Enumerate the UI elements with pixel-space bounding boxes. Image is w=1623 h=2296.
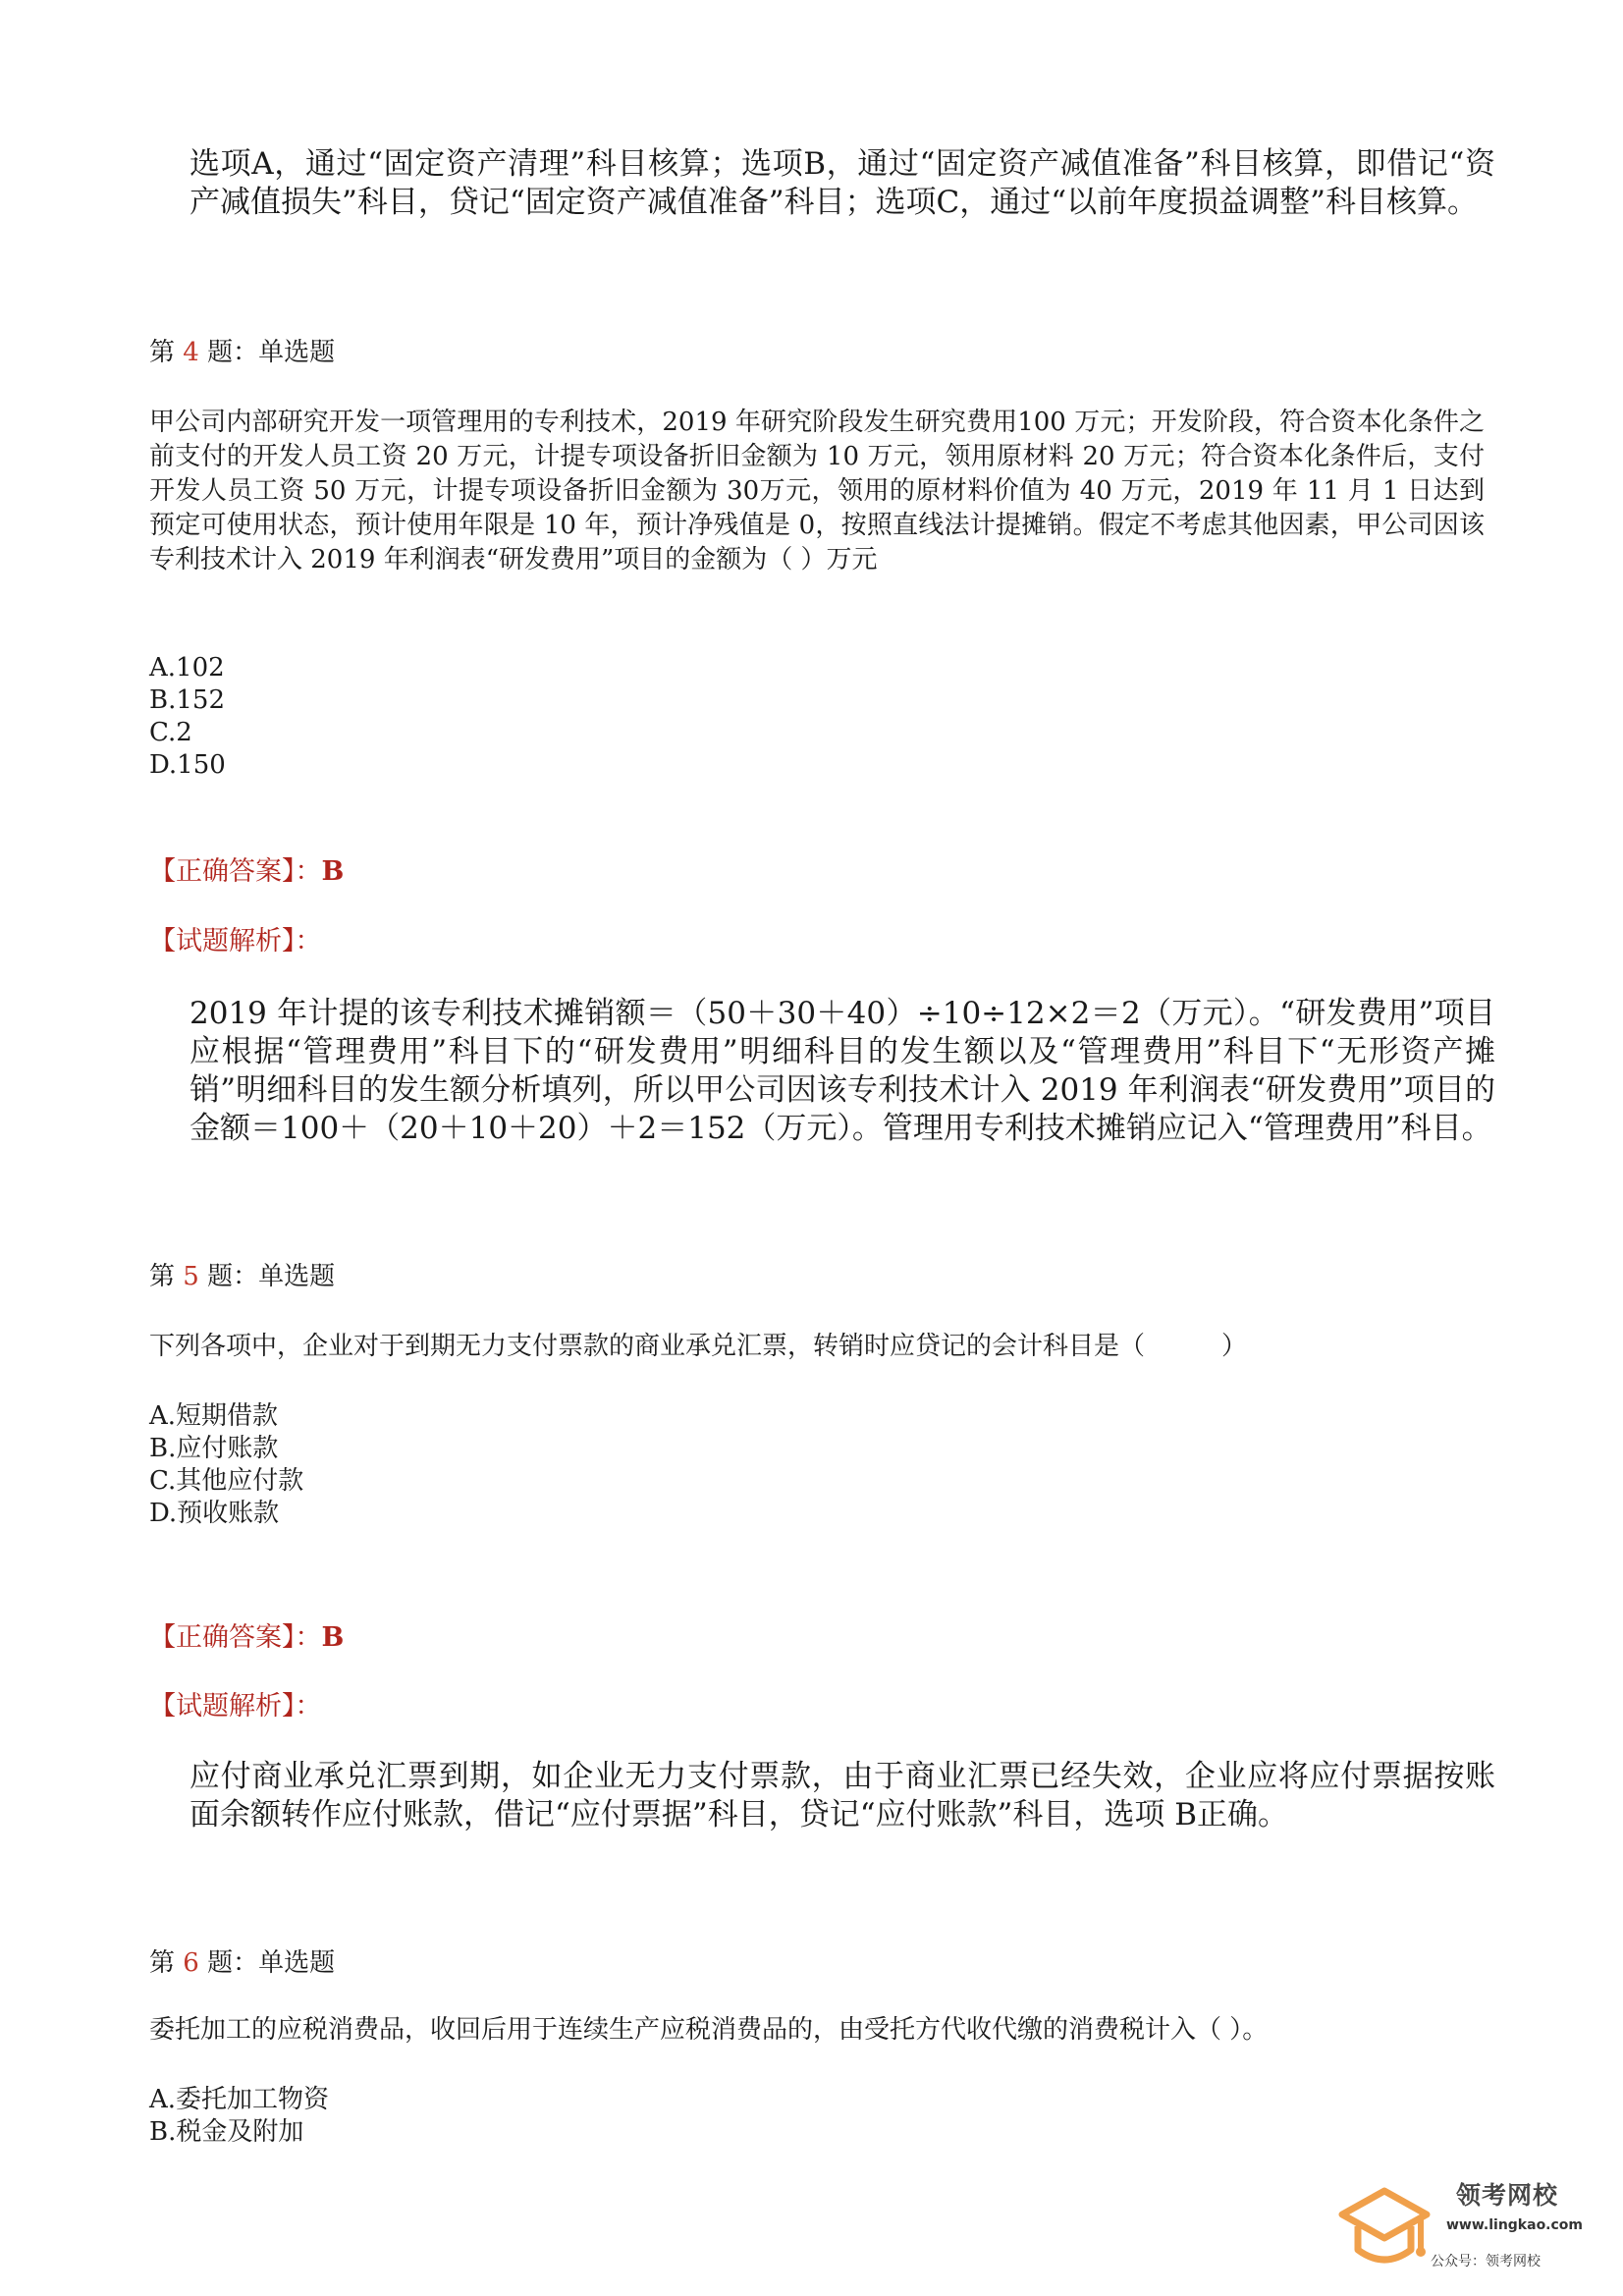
option-c: C.其他应付款 xyxy=(149,1466,304,1496)
option-a: A.102 xyxy=(149,653,225,683)
question-5-analysis: 应付商业承兑汇票到期，如企业无力支付票款，由于商业汇票已经失效，企业应将应付票据按账面余额转作应付账款，借记“应付票据”科目，贷记“应付账款”科目，选项 B正确。 xyxy=(189,1759,1495,1832)
option-a: A.短期借款 xyxy=(149,1401,279,1431)
option-d: D.150 xyxy=(149,750,226,780)
option-d: D.预收账款 xyxy=(149,1499,280,1528)
question-6-header xyxy=(149,1946,335,1980)
answer-value: B xyxy=(321,856,345,887)
question-4-header xyxy=(149,336,335,369)
question-4-answer xyxy=(149,855,344,889)
question-5-answer xyxy=(149,1621,344,1655)
footer-logo xyxy=(1330,2168,1605,2291)
answer-label: 【正确答案】： xyxy=(149,856,322,887)
question-number: 4 xyxy=(183,338,199,367)
question-number: 6 xyxy=(183,1948,199,1978)
question-type: 题：单选题 xyxy=(198,1262,336,1291)
question-6-text: 委托加工的应税消费品，收回后用于连续生产应税消费品的，由受托方代收代缴的消费税计入（ ）。 xyxy=(149,2015,1269,2045)
question-4-analysis: 2019 年计提的该专利技术摊销额＝（50＋30＋40）÷10÷12×2＝2（万元）。“研发费用”项目应根据“管理费用”科目下的“研发费用”明细科目的发生额以及“管理费用”科目下“无形资产摊销”明细科目的发生额分析填列，所以甲公司因该专利技术计入 2019 年利润表“研发费用”项目的金额＝100＋（20＋10＋20）＋2＝152（万元）。管理用专利技术摊销应记入“管理费用”科目。 xyxy=(189,996,1495,1146)
question-5-analysis-label: 【试题解析】： xyxy=(149,1691,322,1722)
question-number: 5 xyxy=(183,1262,199,1291)
option-b: B.152 xyxy=(149,685,225,715)
question-prefix: 第 xyxy=(149,1262,184,1291)
logo-url: www.lingkao.com xyxy=(1446,2217,1584,2233)
question-6-options xyxy=(149,2084,329,2149)
question-5-text: 下列各项中，企业对于到期无力支付票款的商业承兑汇票，转销时应贷记的会计科目是（ ） xyxy=(149,1332,1248,1361)
option-b: B.税金及附加 xyxy=(149,2117,304,2147)
option-c: C.2 xyxy=(149,718,192,747)
prev-analysis-text: 选项A，通过“固定资产清理”科目核算；选项B，通过“固定资产减值准备”科目核算，即借记“资产减值损失”科目，贷记“固定资产减值准备”科目；选项C，通过“以前年度损益调整”科目核算。 xyxy=(189,146,1495,220)
question-4-options xyxy=(149,652,226,782)
logo-name: 领考网校 xyxy=(1456,2181,1559,2210)
question-type: 题：单选题 xyxy=(198,338,336,367)
question-5-options xyxy=(149,1400,303,1530)
question-prefix: 第 xyxy=(149,1948,184,1978)
wechat-account: 公众号：领考网校 xyxy=(1431,2254,1541,2269)
question-4-analysis-label: 【试题解析】： xyxy=(149,926,322,957)
answer-value: B xyxy=(321,1622,345,1653)
option-a: A.委托加工物资 xyxy=(149,2085,330,2114)
question-type: 题：单选题 xyxy=(198,1948,336,1978)
question-4-text: 甲公司内部研究开发一项管理用的专利技术，2019 年研究阶段发生研究费用100 万元；开发阶段，符合资本化条件之前支付的开发人员工资 20 万元，计提专项设备折旧金额为 10 万元，领用原材料 20 万元；符合资本化条件后，支付开发人员工资 50 万元，计提专项设备折旧金额为 30万元，领用的原材料价值为 40 万元，2019 年 11 月 1 日达到预定可使用状态，预计使用年限是 10 年，预计净残值是 0，按照直线法计提摊销。假定不考虑其他因素，甲公司因该专利技术计入 2019 年利润表“研发费用”项目的金额为（ ）万元 xyxy=(149,408,1485,574)
answer-label: 【正确答案】： xyxy=(149,1622,322,1653)
question-5-header xyxy=(149,1260,335,1293)
option-b: B.应付账款 xyxy=(149,1434,279,1463)
graduation-cap-icon xyxy=(1330,2173,1438,2281)
question-prefix: 第 xyxy=(149,338,184,367)
